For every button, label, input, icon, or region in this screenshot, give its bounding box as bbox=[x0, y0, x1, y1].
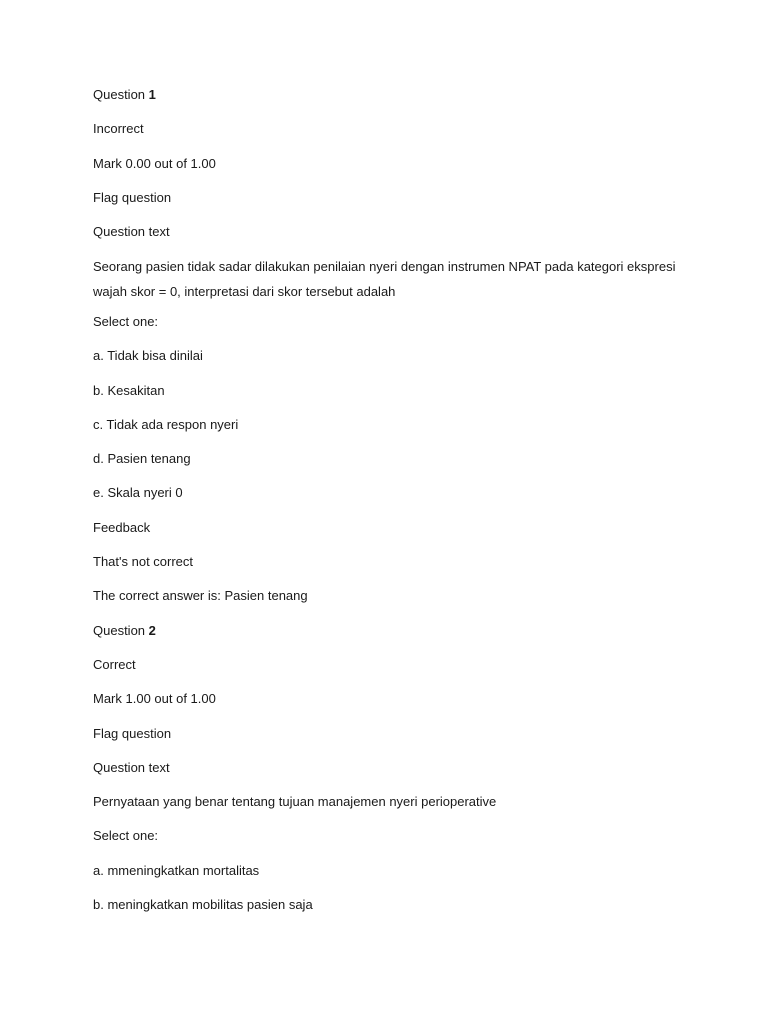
question-1-mark: Mark 0.00 out of 1.00 bbox=[93, 155, 216, 171]
question-1-select-prompt: Select one: bbox=[93, 313, 159, 329]
question-1-text: Seorang pasien tidak sadar dilakukan penilaian nyeri dengan instrumen NPAT pada kategori ekspresi wajah skor = 0, interpretasi dari skor tersebut adalah bbox=[93, 258, 676, 299]
question-number: 2 bbox=[148, 622, 156, 638]
question-2-select-prompt: Select one: bbox=[93, 828, 159, 844]
question-label: Question bbox=[93, 87, 146, 102]
question-2-flag: Flag question bbox=[93, 725, 172, 741]
question-1-option-e: e. Skala nyeri 0 bbox=[93, 485, 183, 501]
question-number: 1 bbox=[148, 87, 156, 102]
question-2-option-a: a. mmeningkatkan mortalitas bbox=[93, 862, 260, 878]
question-1-option-d: d. Pasien tenang bbox=[93, 451, 191, 467]
document-page bbox=[93, 86, 693, 930]
question-2-state: Correct bbox=[93, 656, 136, 672]
question-1-flag: Flag question bbox=[93, 189, 172, 205]
question-1-option-b: b. Kesakitan bbox=[93, 382, 165, 398]
question-1-feedback-heading: Feedback bbox=[93, 519, 151, 535]
question-1-feedback: That's not correct bbox=[93, 554, 194, 570]
question-1-option-a: a. Tidak bisa dinilai bbox=[93, 348, 203, 364]
question-2-text: Pernyataan yang benar tentang tujuan manajemen nyeri perioperative bbox=[93, 794, 497, 810]
question-2-option-b: b. meningkatkan mobilitas pasien saja bbox=[93, 897, 313, 913]
question-2-heading bbox=[93, 622, 693, 640]
question-label: Question bbox=[93, 622, 146, 638]
question-1-correct-answer: The correct answer is: Pasien tenang bbox=[93, 588, 308, 604]
question-2-mark: Mark 1.00 out of 1.00 bbox=[93, 691, 216, 707]
question-1-heading bbox=[93, 86, 693, 104]
question-1-state: Incorrect bbox=[93, 121, 144, 137]
question-1-option-c: c. Tidak ada respon nyeri bbox=[93, 416, 239, 432]
question-2-text-heading: Question text bbox=[93, 759, 170, 775]
question-1-text-heading: Question text bbox=[93, 224, 170, 240]
